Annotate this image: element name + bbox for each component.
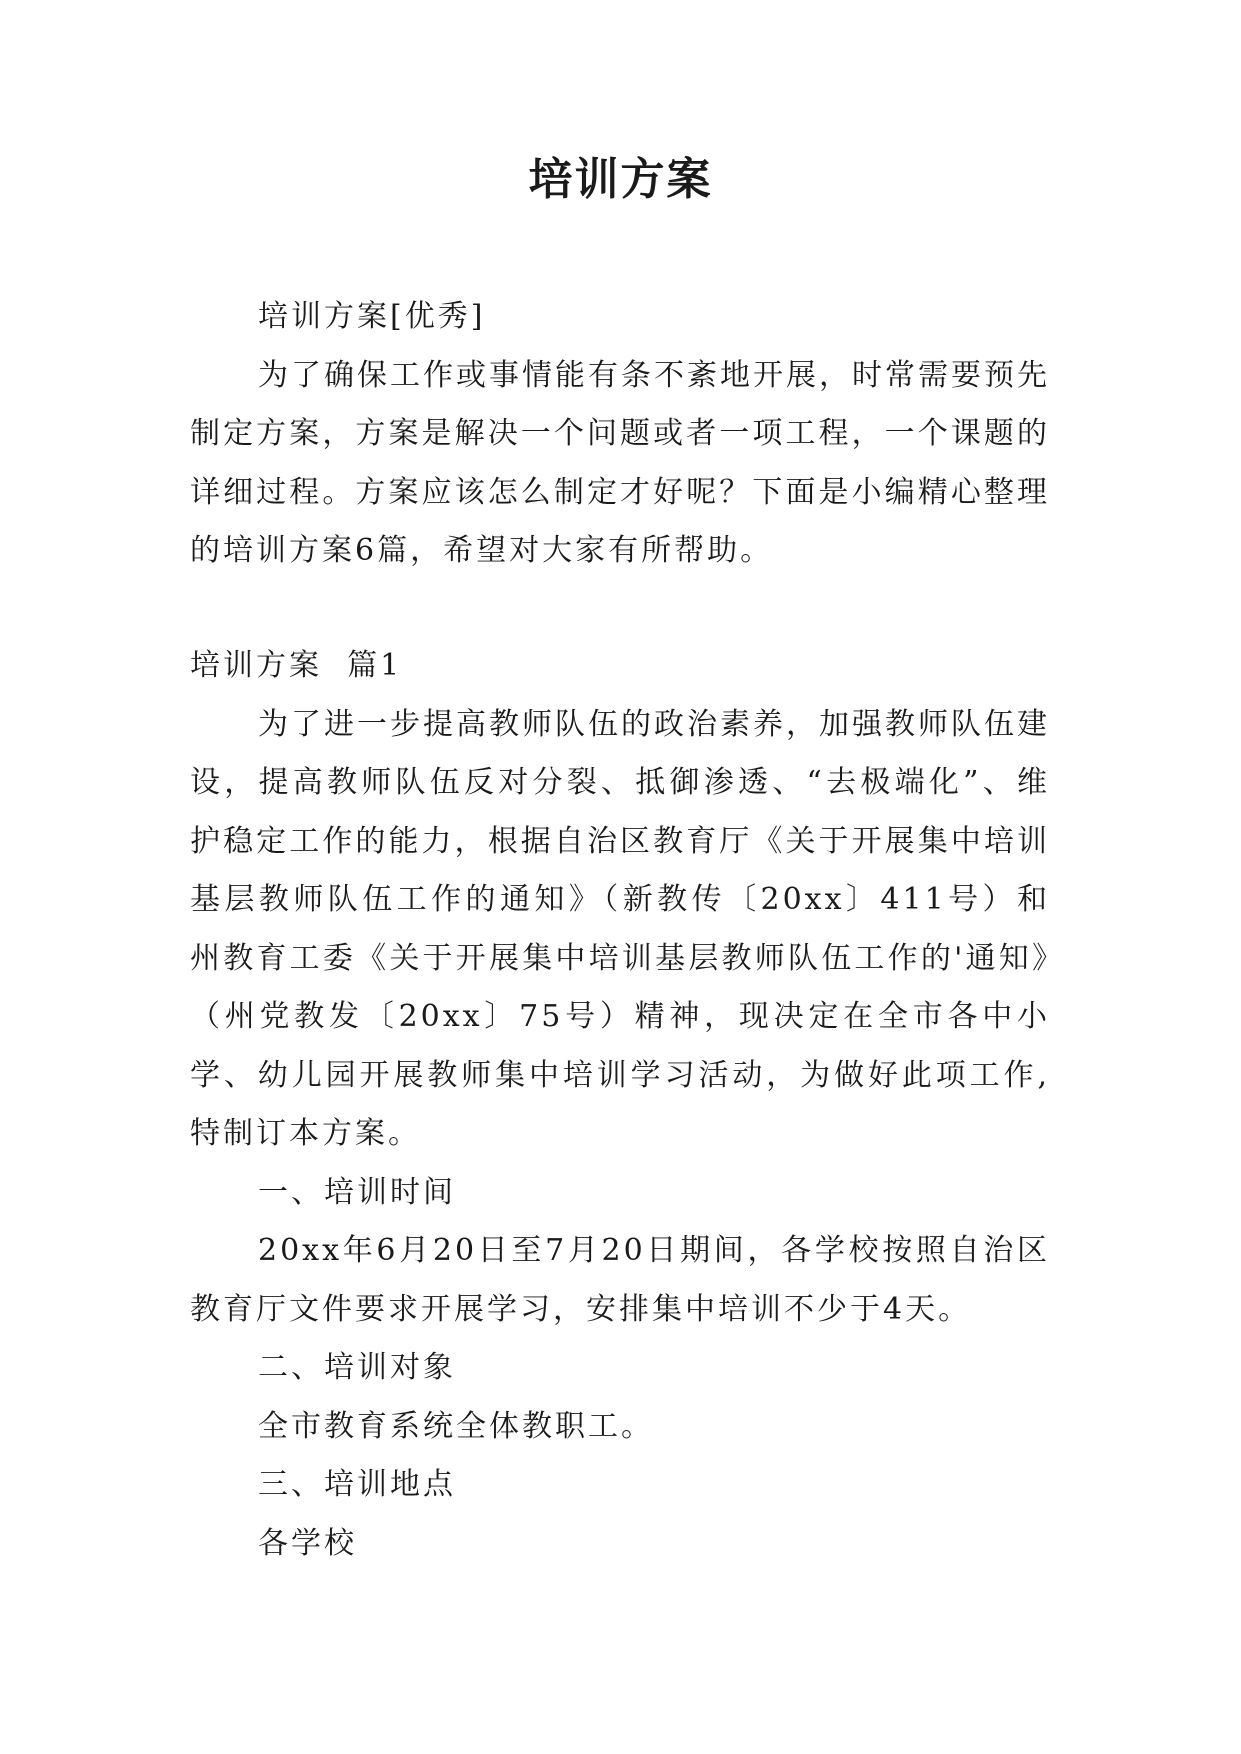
part1-heading: 培训方案 篇1: [190, 648, 403, 683]
intro-section: [190, 288, 1050, 581]
section3-heading: 三、培训地点: [258, 1467, 456, 1502]
part1-section: [190, 637, 1050, 1573]
section2-text: 全市教育系统全体教职工。: [258, 1408, 654, 1444]
section1-heading: 一、培训时间: [258, 1174, 456, 1210]
document-title: 培训方案: [528, 154, 713, 205]
section1-text: 20xx年6月20日至7月20日期间，各学校按照自治区教育厅文件要求开展学习，安排集中培训不少于4天。: [190, 1233, 1050, 1327]
intro-paragraph: 为了确保工作或事情能有条不紊地开展，时常需要预先制定方案，方案是解决一个问题或者一项工程，一个课题的详细过程。方案应该怎么制定才好呢？下面是小编精心整理的培训方案6篇，希望对大家有所帮助。: [190, 357, 1050, 568]
intro-subtitle: 培训方案[优秀]: [258, 299, 486, 334]
section3-text: 各学校: [258, 1525, 357, 1561]
section2-heading: 二、培训对象: [258, 1350, 456, 1385]
part1-paragraph: 为了进一步提高教师队伍的政治素养，加强教师队伍建设，提高教师队伍反对分裂、抵御渗透、“去极端化”、维护稳定工作的能力，根据自治区教育厅《关于开展集中培训基层教师队伍工作的通知》（新教传〔20xx〕411号）和州教育工委《关于开展集中培训基层教师队伍工作的'通知》（州党教发〔20xx〕75号）精神，现决定在全市各中小学、幼儿园开展教师集中培训学习活动，为做好此项工作,特制订本方案。: [190, 706, 1050, 1151]
